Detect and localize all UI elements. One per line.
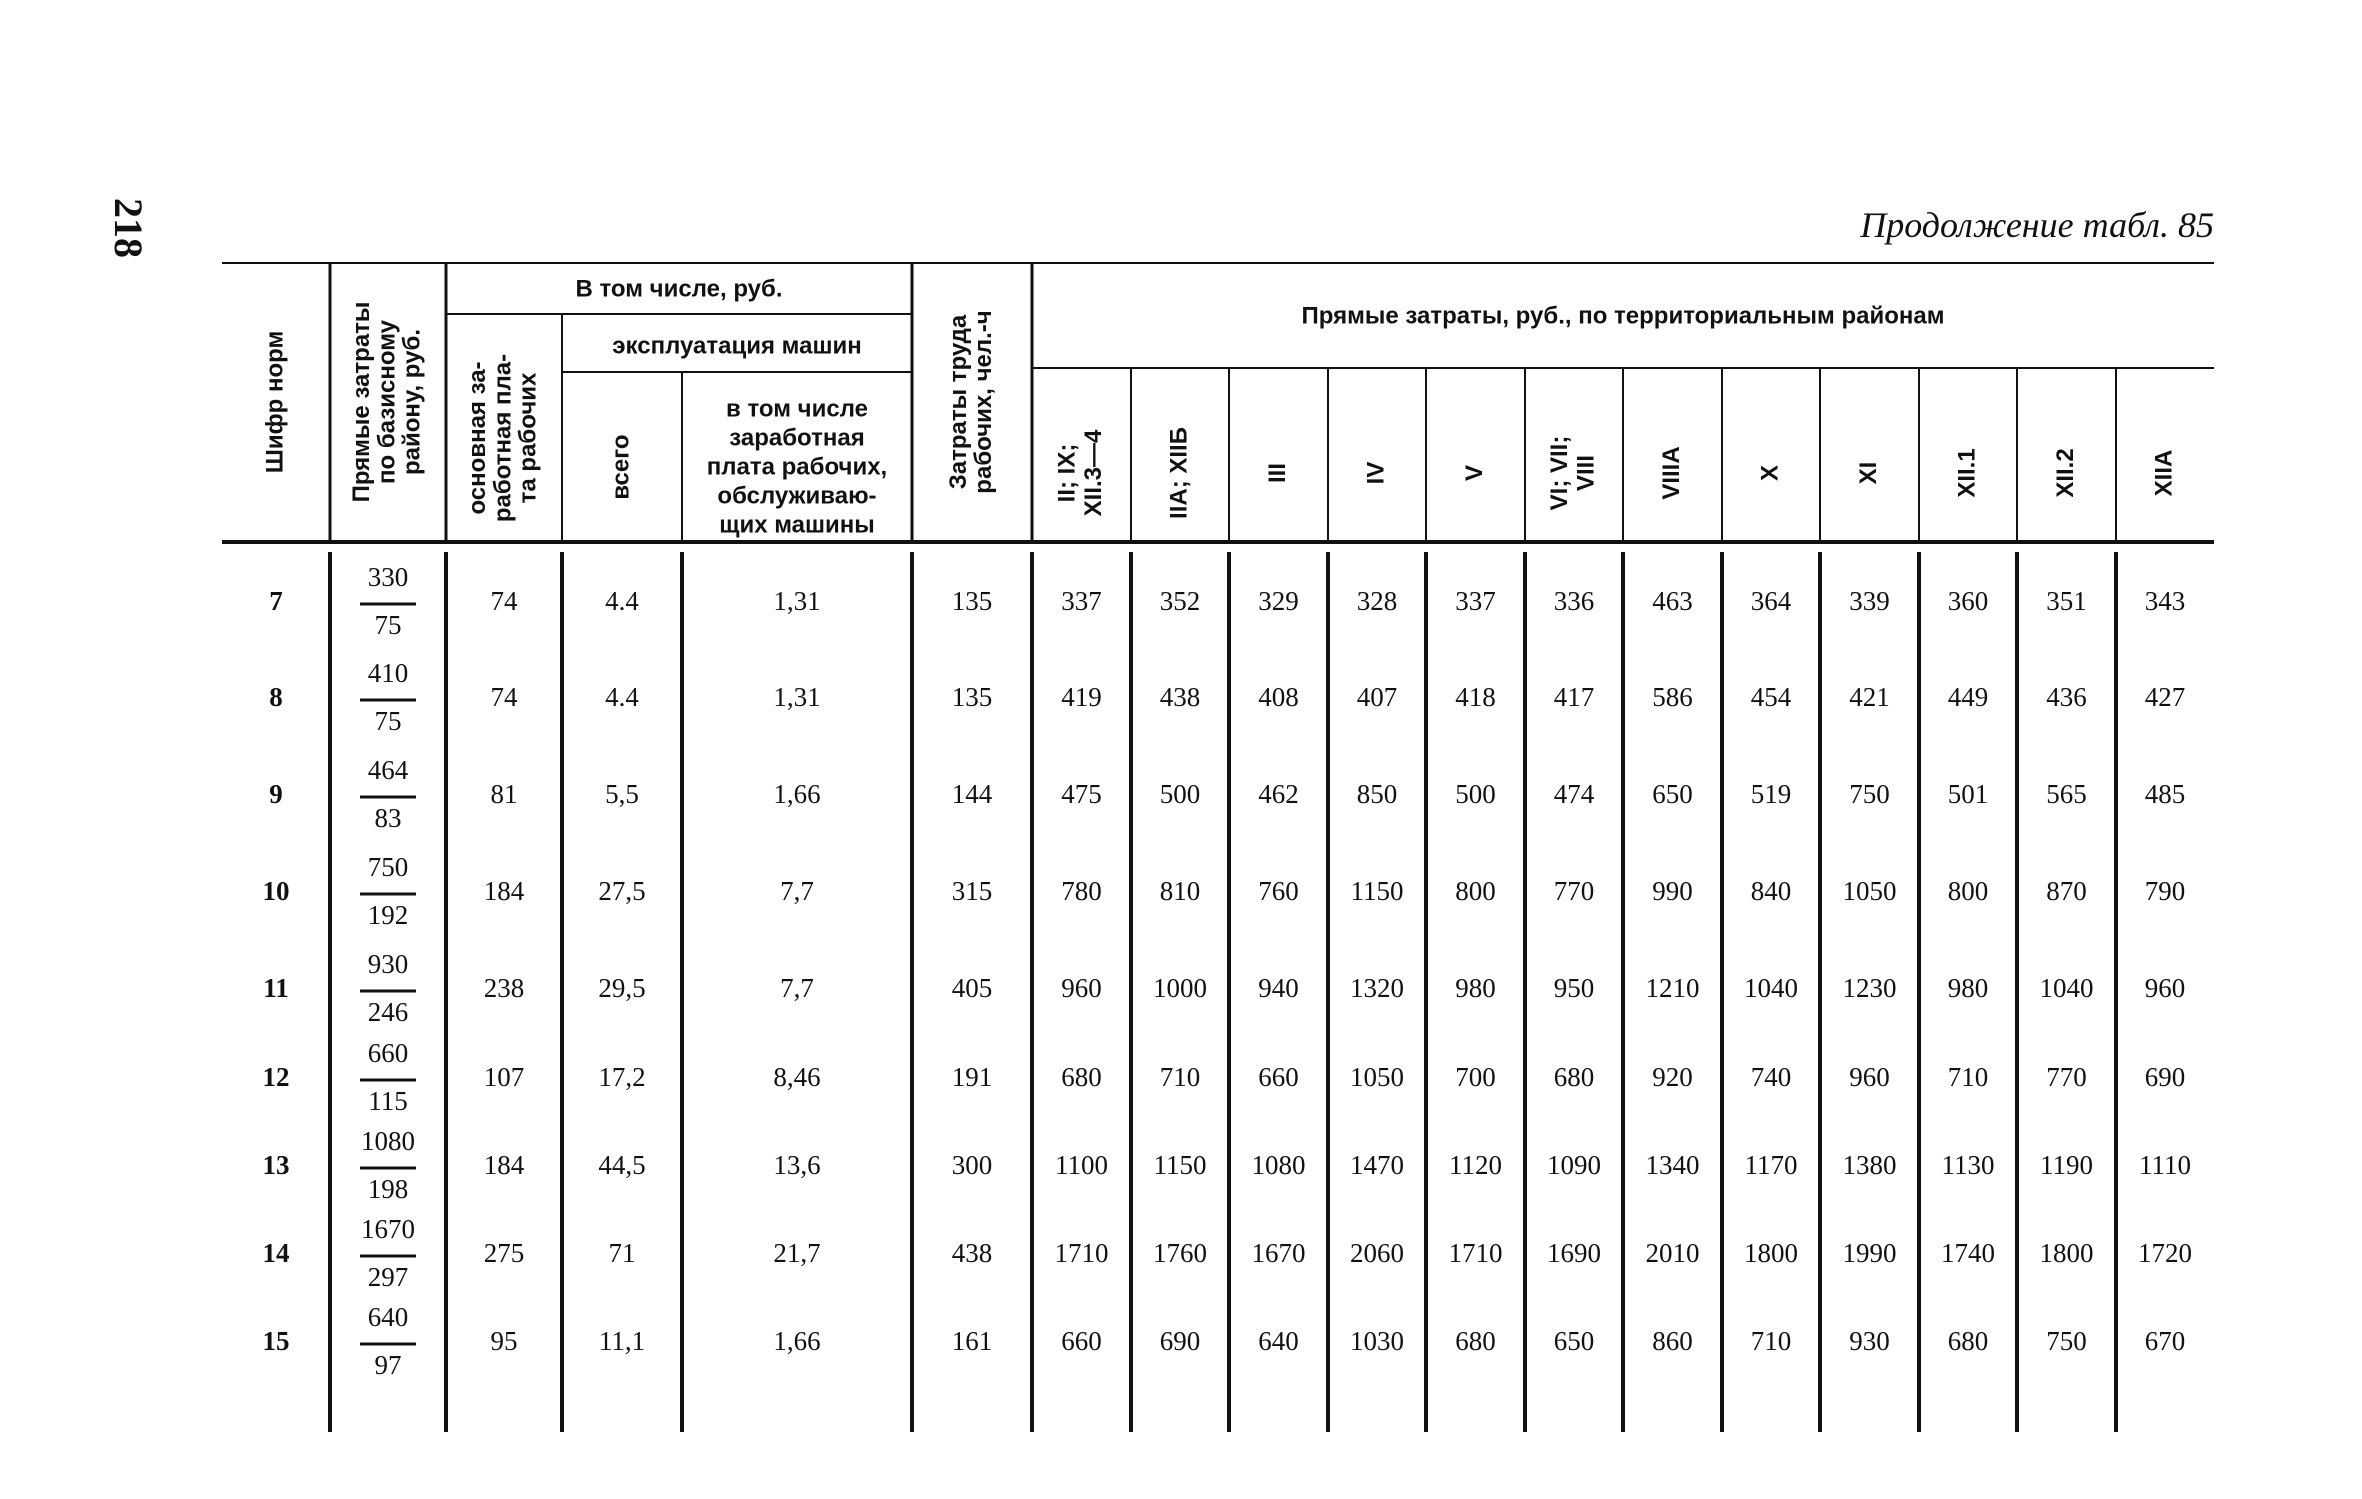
region-cost-value: 438 <box>1159 682 1201 713</box>
region-cost-value: 640 <box>1258 1326 1299 1357</box>
region-cost-value: 463 <box>1652 586 1693 617</box>
labor-value: 300 <box>951 1150 993 1181</box>
wages-value: 275 <box>483 1238 525 1269</box>
region-cost-value: 337 <box>1455 586 1496 617</box>
region-cost-value: 1190 <box>2040 1150 2093 1181</box>
machines-wages-value: 8,46 <box>773 1062 821 1093</box>
region-cost-value: 1760 <box>1153 1238 1207 1269</box>
base-cost-total: 930 <box>367 949 409 980</box>
region-cost-value: 780 <box>1061 876 1102 907</box>
header-region <box>1362 462 1389 485</box>
header-base-cost-line: по базисному <box>373 320 401 484</box>
region-cost-value: 475 <box>1061 779 1102 810</box>
region-cost-value: 650 <box>1553 1326 1595 1357</box>
wages-value: 74 <box>490 586 518 617</box>
region-cost-value: 1050 <box>1842 876 1897 907</box>
region-cost-value: 1100 <box>1055 1150 1108 1181</box>
region-cost-value: 700 <box>1455 1062 1496 1093</box>
region-cost-value: 1130 <box>1941 1150 1995 1181</box>
machines-wages-value: 21,7 <box>773 1238 821 1269</box>
region-cost-value: 850 <box>1356 779 1398 810</box>
region-cost-value: 1470 <box>1350 1150 1404 1181</box>
machines-wages-value: 7,7 <box>780 876 814 907</box>
region-cost-value: 427 <box>2144 682 2186 713</box>
header-wages-line: работная пла- <box>489 353 517 523</box>
base-cost-total: 750 <box>367 852 409 883</box>
header-region-line: IIА; XIIБ <box>1165 427 1193 519</box>
region-cost-value: 660 <box>1258 1062 1299 1093</box>
base-cost-wages: 297 <box>367 1262 409 1293</box>
header-machines-wages: заработная <box>729 424 865 452</box>
header-region-line: XII.1 <box>1953 448 1981 498</box>
region-cost-value: 339 <box>1849 586 1890 617</box>
region-cost-value: 360 <box>1947 586 1989 617</box>
header-region <box>1756 465 1783 481</box>
header-region-line: III <box>1263 462 1291 484</box>
region-cost-value: 500 <box>1455 779 1496 810</box>
machines-wages-value: 7,7 <box>780 973 814 1004</box>
region-cost-value: 1720 <box>2138 1238 2192 1269</box>
region-cost-value: 500 <box>1159 779 1201 810</box>
header-region-line: XI <box>1854 461 1882 485</box>
header-code <box>261 331 288 473</box>
header-region-line: VIIIА <box>1657 446 1685 500</box>
machines-total-value: 11,1 <box>598 1326 646 1357</box>
base-cost-wages: 83 <box>374 803 402 834</box>
header-machines-wages: щих машины <box>719 511 875 539</box>
region-cost-value: 408 <box>1258 682 1299 713</box>
region-cost-value: 870 <box>2046 876 2087 907</box>
region-cost-value: 421 <box>1849 682 1890 713</box>
region-cost-value: 1040 <box>1744 973 1798 1004</box>
region-cost-value: 680 <box>1947 1326 1989 1357</box>
header-machines-wages: в том числе <box>726 395 868 423</box>
region-cost-value: 1150 <box>1350 876 1404 907</box>
wages-value: 184 <box>483 1150 525 1181</box>
wages-value: 81 <box>490 779 518 810</box>
region-cost-value: 710 <box>1947 1062 1989 1093</box>
region-cost-value: 940 <box>1258 973 1299 1004</box>
region-cost-value: 980 <box>1455 973 1496 1004</box>
table-continuation-caption: Продолжение табл. 85 <box>1860 205 2214 245</box>
region-cost-value: 1690 <box>1547 1238 1601 1269</box>
region-cost-value: 660 <box>1061 1326 1102 1357</box>
region-cost-value: 930 <box>1849 1326 1890 1357</box>
region-cost-value: 950 <box>1553 973 1595 1004</box>
region-cost-value: 352 <box>1159 586 1201 617</box>
region-cost-value: 860 <box>1652 1326 1693 1357</box>
header-region <box>2150 450 2177 497</box>
region-cost-value: 462 <box>1258 779 1299 810</box>
header-region <box>1855 462 1882 485</box>
header-machines-total <box>607 434 634 499</box>
header-region <box>1546 436 1599 511</box>
wages-value: 74 <box>490 682 518 713</box>
region-cost-value: 690 <box>1159 1326 1201 1357</box>
base-cost-wages: 198 <box>367 1174 409 1205</box>
header-region-line: X <box>1756 464 1784 482</box>
labor-value: 135 <box>951 682 993 713</box>
region-cost-value: 1050 <box>1350 1062 1404 1093</box>
region-cost-value: 351 <box>2046 586 2087 617</box>
region-cost-value: 1030 <box>1350 1326 1404 1357</box>
region-cost-value: 1230 <box>1842 973 1897 1004</box>
machines-total-value: 5,5 <box>605 779 639 810</box>
region-cost-value: 449 <box>1947 682 1989 713</box>
row-code: 9 <box>269 779 283 810</box>
region-cost-value: 337 <box>1061 586 1102 617</box>
region-cost-value: 565 <box>2046 779 2087 810</box>
region-cost-value: 1320 <box>1350 973 1404 1004</box>
row-code: 7 <box>269 586 283 617</box>
header-region <box>1165 427 1192 519</box>
header-labor-line: рабочих, чел.-ч <box>969 310 997 494</box>
region-cost-value: 960 <box>1849 1062 1890 1093</box>
cost-table <box>222 262 2214 1432</box>
region-cost-value: 1170 <box>1744 1150 1798 1181</box>
machines-wages-value: 1,31 <box>773 586 821 617</box>
header-code-line: Шифр норм <box>261 330 289 474</box>
base-cost-total: 1080 <box>361 1126 415 1157</box>
region-cost-value: 1340 <box>1645 1150 1700 1181</box>
machines-wages-value: 1,66 <box>773 779 821 810</box>
header-region-line: IV <box>1362 461 1390 485</box>
base-cost-total: 410 <box>367 658 409 689</box>
header-region-line: XII.2 <box>2051 448 2079 498</box>
region-cost-value: 680 <box>1553 1062 1595 1093</box>
machines-total-value: 17,2 <box>598 1062 646 1093</box>
region-cost-value: 1710 <box>1054 1238 1109 1269</box>
row-code: 15 <box>262 1326 290 1357</box>
machines-wages-value: 1,31 <box>773 682 821 713</box>
header-region <box>2052 448 2079 497</box>
machines-wages-value: 13,6 <box>773 1150 821 1181</box>
base-cost-wages: 115 <box>368 1086 408 1117</box>
region-cost-value: 474 <box>1553 779 1595 810</box>
region-cost-value: 1210 <box>1645 973 1700 1004</box>
row-code: 14 <box>262 1238 290 1269</box>
header-region-line: II; IX; <box>1053 443 1081 503</box>
base-cost-total: 330 <box>367 562 409 593</box>
region-cost-value: 710 <box>1159 1062 1201 1093</box>
region-cost-value: 519 <box>1750 779 1792 810</box>
labor-value: 135 <box>951 586 993 617</box>
region-cost-value: 1110 <box>2139 1150 2191 1181</box>
region-cost-value: 840 <box>1750 876 1792 907</box>
region-cost-value: 710 <box>1750 1326 1792 1357</box>
header-region-line: XIIА <box>2150 449 2178 497</box>
region-cost-value: 1670 <box>1251 1238 1306 1269</box>
header-region-line: XII.3—4 <box>1079 429 1107 517</box>
machines-total-value: 27,5 <box>598 876 646 907</box>
header-machines-wages: плата рабочих, <box>706 453 888 481</box>
region-cost-value: 1120 <box>1449 1150 1502 1181</box>
region-cost-value: 501 <box>1947 779 1989 810</box>
row-code: 12 <box>262 1062 290 1093</box>
region-cost-value: 960 <box>2144 973 2186 1004</box>
region-cost-value: 650 <box>1652 779 1693 810</box>
labor-value: 405 <box>951 973 993 1004</box>
region-cost-value: 586 <box>1652 682 1693 713</box>
region-cost-value: 960 <box>1061 973 1102 1004</box>
region-cost-value: 740 <box>1750 1062 1792 1093</box>
page-number: 218 <box>106 198 151 258</box>
region-cost-value: 436 <box>2046 682 2087 713</box>
region-cost-value: 1740 <box>1941 1238 1995 1269</box>
header-region <box>1953 448 1980 497</box>
header-region-line: VI; VII; <box>1546 435 1574 511</box>
machines-total-value: 71 <box>608 1238 636 1269</box>
header-wages-line: та рабочих <box>514 372 542 504</box>
region-cost-value: 2010 <box>1645 1238 1700 1269</box>
base-cost-wages: 192 <box>367 900 409 931</box>
region-cost-value: 790 <box>2144 876 2186 907</box>
region-cost-value: 1990 <box>1842 1238 1897 1269</box>
region-cost-value: 2060 <box>1350 1238 1404 1269</box>
header-region <box>1658 446 1685 499</box>
base-cost-wages: 75 <box>374 610 402 641</box>
region-cost-value: 800 <box>1947 876 1989 907</box>
header-labor-line: Затраты труда <box>944 314 972 490</box>
region-cost-value: 454 <box>1750 682 1792 713</box>
region-cost-value: 329 <box>1258 586 1299 617</box>
region-cost-value: 800 <box>1455 876 1496 907</box>
region-cost-value: 690 <box>2144 1062 2186 1093</box>
region-cost-value: 1800 <box>1744 1238 1798 1269</box>
wages-value: 238 <box>483 973 525 1004</box>
region-cost-value: 343 <box>2144 586 2186 617</box>
header-wages-line: основная за- <box>464 361 492 515</box>
header-base-cost-line: Прямые затраты <box>348 301 376 503</box>
header-wages <box>464 354 541 522</box>
header-machines: эксплуатация машин <box>612 332 862 360</box>
machines-total-value: 4.4 <box>605 586 639 617</box>
machines-total-value: 44,5 <box>598 1150 646 1181</box>
machines-total-value: 29,5 <box>598 973 646 1004</box>
row-code: 10 <box>262 876 290 907</box>
region-cost-value: 1800 <box>2039 1238 2094 1269</box>
base-cost-wages: 97 <box>374 1350 402 1381</box>
region-cost-value: 680 <box>1455 1326 1496 1357</box>
region-cost-value: 980 <box>1947 973 1989 1004</box>
header-labor <box>945 310 997 493</box>
base-cost-total: 660 <box>367 1038 409 1069</box>
header-base-cost-line: району, руб. <box>398 329 426 475</box>
machines-total-value: 4.4 <box>605 682 639 713</box>
header-regions-title: Прямые затраты, руб., по территориальным районам <box>1301 302 1945 330</box>
region-cost-value: 810 <box>1159 876 1201 907</box>
region-cost-value: 670 <box>2144 1326 2186 1357</box>
region-cost-value: 1080 <box>1251 1150 1306 1181</box>
region-cost-value: 407 <box>1356 682 1398 713</box>
region-cost-value: 485 <box>2144 779 2186 810</box>
base-cost-wages: 75 <box>374 706 402 737</box>
region-cost-value: 419 <box>1061 682 1102 713</box>
base-cost-total: 464 <box>367 755 409 786</box>
region-cost-value: 1000 <box>1153 973 1207 1004</box>
region-cost-value: 418 <box>1455 682 1496 713</box>
region-cost-value: 770 <box>1553 876 1595 907</box>
region-cost-value: 417 <box>1553 682 1595 713</box>
header-machines-total-line: всего <box>607 434 635 500</box>
region-cost-value: 336 <box>1553 586 1595 617</box>
header-machines-wages: обслуживаю- <box>717 482 877 510</box>
row-code: 13 <box>262 1150 290 1181</box>
base-cost-wages: 246 <box>367 997 409 1028</box>
region-cost-value: 1380 <box>1842 1150 1897 1181</box>
region-cost-value: 920 <box>1652 1062 1693 1093</box>
region-cost-value: 750 <box>1849 779 1890 810</box>
wages-value: 107 <box>483 1062 525 1093</box>
header-region <box>1054 429 1107 516</box>
region-cost-value: 1090 <box>1547 1150 1601 1181</box>
region-cost-value: 750 <box>2046 1326 2087 1357</box>
region-cost-value: 1150 <box>1153 1150 1207 1181</box>
header-base-cost <box>348 302 425 503</box>
region-cost-value: 680 <box>1061 1062 1102 1093</box>
labor-value: 144 <box>951 779 993 810</box>
labor-value: 315 <box>951 876 993 907</box>
labor-value: 191 <box>951 1062 993 1093</box>
row-code: 11 <box>263 973 289 1004</box>
wages-value: 95 <box>490 1326 518 1357</box>
region-cost-value: 1710 <box>1448 1238 1503 1269</box>
labor-value: 438 <box>951 1238 993 1269</box>
base-cost-total: 1670 <box>361 1214 415 1245</box>
region-cost-value: 1040 <box>2039 973 2094 1004</box>
region-cost-value: 990 <box>1652 876 1693 907</box>
header-region <box>1461 465 1488 481</box>
header-region-line: VIII <box>1572 454 1600 492</box>
wages-value: 184 <box>483 876 525 907</box>
header-region-line: V <box>1460 464 1488 482</box>
region-cost-value: 770 <box>2046 1062 2087 1093</box>
row-code: 8 <box>269 682 283 713</box>
labor-value: 161 <box>951 1326 993 1357</box>
machines-wages-value: 1,66 <box>773 1326 821 1357</box>
header-including: В том числе, руб. <box>575 275 783 303</box>
region-cost-value: 328 <box>1356 586 1398 617</box>
region-cost-value: 364 <box>1750 586 1792 617</box>
region-cost-value: 760 <box>1258 876 1299 907</box>
base-cost-total: 640 <box>367 1302 409 1333</box>
header-region <box>1264 463 1291 483</box>
